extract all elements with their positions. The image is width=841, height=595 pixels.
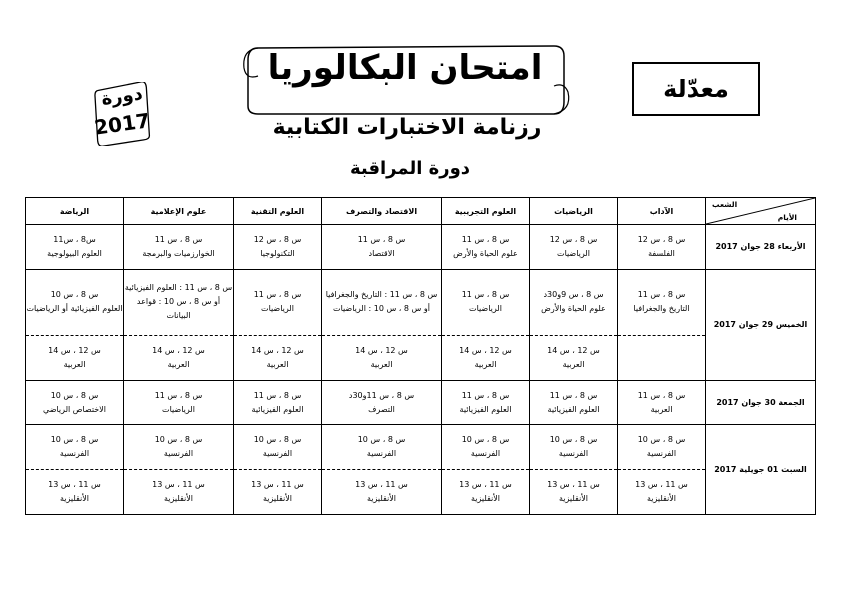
exam-cell bbox=[618, 225, 706, 270]
exam-cell bbox=[124, 380, 234, 425]
exam-cell bbox=[530, 425, 618, 470]
exam-subject: الفرنسية bbox=[558, 449, 589, 459]
exam-time: س 8 ، س 9و30د bbox=[543, 290, 604, 300]
edition-year: 2017 bbox=[92, 108, 152, 140]
exam-time: س 8 ، س 11 : التاريخ والجغرافيا bbox=[325, 290, 438, 300]
exam-time: س 8 ، س 11 bbox=[253, 290, 302, 300]
exam-cell bbox=[618, 470, 706, 515]
exam-schedule-table bbox=[25, 197, 816, 515]
exam-subject: الرياضيات bbox=[557, 248, 590, 258]
exam-time: س 8 ، س 11 bbox=[357, 234, 406, 244]
exam-cell bbox=[234, 336, 322, 381]
branch-header: العلوم التجريبية bbox=[442, 198, 530, 225]
exam-subject: الرياضيات bbox=[261, 304, 294, 314]
exam-time: س 8 ، س 11 bbox=[154, 390, 203, 400]
exam-subject: الأنقليزية bbox=[470, 494, 501, 504]
exam-time: س 8 ، س 11 bbox=[549, 390, 598, 400]
exam-cell bbox=[26, 336, 124, 381]
exam-subject: الأنقليزية bbox=[163, 494, 194, 504]
exam-time: س 8 ، س 11 bbox=[637, 290, 686, 300]
exam-time: س 8 ، س 11 bbox=[154, 234, 203, 244]
exam-cell bbox=[26, 380, 124, 425]
exam-subject: علوم الحياة والأرض bbox=[541, 304, 606, 314]
exam-cell bbox=[530, 470, 618, 515]
exam-time: س 8 ، س 10 bbox=[154, 435, 203, 445]
corner-branches-label: الشعب bbox=[712, 200, 738, 209]
exam-cell bbox=[234, 380, 322, 425]
exam-cell bbox=[530, 269, 618, 335]
exam-cell bbox=[322, 225, 442, 270]
exam-cell bbox=[442, 380, 530, 425]
exam-time: س8 ، س11 bbox=[53, 234, 96, 244]
exam-cell bbox=[618, 269, 706, 335]
exam-cell bbox=[234, 269, 322, 335]
exam-cell bbox=[124, 269, 234, 335]
exam-subject: الرياضيات bbox=[469, 304, 502, 314]
corner-header bbox=[706, 198, 816, 225]
exam-time: س 11 ، س 13 bbox=[152, 480, 205, 490]
branch-header: الرياضيات bbox=[530, 198, 618, 225]
exam-time: س 8 ، س 10 bbox=[637, 435, 686, 445]
exam-cell bbox=[124, 470, 234, 515]
branch-header: الرياضة bbox=[26, 198, 124, 225]
exam-cell bbox=[530, 380, 618, 425]
exam-time: س 12 ، س 14 bbox=[547, 345, 600, 355]
exam-subject: أو س 8 ، س 10 : قواعد البيانات bbox=[136, 297, 221, 321]
exam-subject: العربية bbox=[63, 359, 86, 369]
exam-subject: العربية bbox=[370, 359, 393, 369]
exam-cell bbox=[124, 425, 234, 470]
exam-subject: العلوم الفيزيائية bbox=[547, 404, 600, 414]
exam-time: س 8 ، س 11 : العلوم الفيزيائية bbox=[124, 283, 233, 293]
exam-cell bbox=[322, 336, 442, 381]
exam-time: س 8 ، س 10 bbox=[357, 435, 406, 445]
exam-time: س 8 ، س 10 bbox=[461, 435, 510, 445]
exam-time: س 11 ، س 13 bbox=[547, 480, 600, 490]
exam-subject: الأنقليزية bbox=[366, 494, 397, 504]
exam-subject: التاريخ والجغرافيا bbox=[633, 304, 690, 314]
exam-cell bbox=[234, 470, 322, 515]
day-cell: السبت 01 جويلية 2017 bbox=[706, 425, 816, 515]
exam-subject: الفرنسية bbox=[646, 449, 677, 459]
exam-cell bbox=[442, 336, 530, 381]
exam-time: س 11 ، س 13 bbox=[251, 480, 304, 490]
exam-cell bbox=[618, 425, 706, 470]
exam-cell bbox=[26, 269, 124, 335]
exam-subject: الأنقليزية bbox=[558, 494, 589, 504]
day-cell: الأربعاء 28 جوان 2017 bbox=[706, 225, 816, 270]
exam-cell bbox=[442, 425, 530, 470]
exam-time: س 12 ، س 14 bbox=[48, 345, 101, 355]
exam-time: س 8 ، س 11 bbox=[461, 390, 510, 400]
corner-days-label: الأيام bbox=[777, 213, 797, 222]
exam-title: امتحان البكالوريا bbox=[267, 48, 543, 88]
exam-subject: الأنقليزية bbox=[262, 494, 293, 504]
exam-subject: العلوم الفيزيائية bbox=[459, 404, 512, 414]
exam-cell bbox=[234, 425, 322, 470]
exam-subject: العربية bbox=[266, 359, 289, 369]
exam-cell bbox=[26, 225, 124, 270]
exam-time: س 11 ، س 13 bbox=[48, 480, 101, 490]
schedule-row bbox=[26, 225, 816, 270]
exam-subject: الاقتصاد bbox=[368, 248, 395, 258]
exam-subject: الفرنسية bbox=[470, 449, 501, 459]
exam-time: س 8 ، س 10 bbox=[253, 435, 302, 445]
branch-header: الاقتصاد والتصرف bbox=[322, 198, 442, 225]
exam-time: س 8 ، س 11 bbox=[461, 234, 510, 244]
exam-subject: أو س 8 ، س 10 : الرياضيات bbox=[333, 304, 430, 314]
exam-subject: العربية bbox=[167, 359, 190, 369]
exam-time: س 8 ، س 12 bbox=[637, 234, 686, 244]
exam-subject: العربية bbox=[650, 404, 673, 414]
exam-time: س 8 ، س 11 bbox=[637, 390, 686, 400]
exam-cell bbox=[530, 225, 618, 270]
exam-time: س 8 ، س 11 bbox=[461, 290, 510, 300]
modified-badge: معدّلة bbox=[632, 62, 760, 116]
branch-header: الآداب bbox=[618, 198, 706, 225]
exam-time: س 8 ، س 11و30د bbox=[348, 390, 415, 400]
exam-subject: الفرنسية bbox=[163, 449, 194, 459]
exam-cell bbox=[234, 225, 322, 270]
exam-subject: الفرنسية bbox=[262, 449, 293, 459]
exam-subject: العلوم الفيزيائية bbox=[251, 404, 304, 414]
exam-cell bbox=[322, 425, 442, 470]
day-cell: الجمعة 30 جوان 2017 bbox=[706, 380, 816, 425]
exam-cell bbox=[26, 470, 124, 515]
exam-subject: الفرنسية bbox=[366, 449, 397, 459]
exam-cell bbox=[530, 336, 618, 381]
exam-cell bbox=[618, 380, 706, 425]
exam-cell bbox=[442, 470, 530, 515]
exam-time: س 8 ، س 12 bbox=[549, 234, 598, 244]
exam-subject: العربية bbox=[474, 359, 497, 369]
schedule-subtitle: رزنامة الاختبارات الكتابية bbox=[272, 115, 542, 140]
exam-time: س 11 ، س 13 bbox=[459, 480, 512, 490]
exam-time: س 12 ، س 14 bbox=[355, 345, 408, 355]
exam-cell bbox=[124, 225, 234, 270]
exam-time: س 11 ، س 13 bbox=[635, 480, 688, 490]
exam-subject: العلوم البيولوجية bbox=[47, 248, 102, 258]
exam-time: س 8 ، س 10 bbox=[50, 435, 99, 445]
exam-subject: علوم الحياة والأرض bbox=[453, 248, 518, 258]
exam-cell bbox=[322, 380, 442, 425]
exam-cell bbox=[26, 425, 124, 470]
exam-time: س 8 ، س 12 bbox=[253, 234, 302, 244]
exam-time: س 8 ، س 10 bbox=[50, 290, 99, 300]
exam-time: س 12 ، س 14 bbox=[459, 345, 512, 355]
schedule-row bbox=[26, 425, 816, 470]
schedule-row bbox=[26, 269, 816, 335]
branch-header: علوم الإعلامية bbox=[124, 198, 234, 225]
exam-time: س 8 ، س 11 bbox=[253, 390, 302, 400]
exam-cell bbox=[618, 336, 706, 381]
session-name: دورة المراقبة bbox=[349, 158, 471, 179]
exam-subject: العربية bbox=[562, 359, 585, 369]
exam-subject: الأنقليزية bbox=[646, 494, 677, 504]
exam-time: س 12 ، س 14 bbox=[251, 345, 304, 355]
exam-subject: التكنولوجيا bbox=[260, 248, 295, 258]
exam-cell bbox=[322, 470, 442, 515]
exam-subject: الرياضيات bbox=[162, 404, 195, 414]
exam-subject: التصرف bbox=[368, 404, 395, 414]
day-cell: الخميس 29 جوان 2017 bbox=[706, 269, 816, 380]
exam-subject: الفلسفة bbox=[648, 248, 675, 258]
exam-time: س 8 ، س 10 bbox=[549, 435, 598, 445]
exam-time: س 8 ، س 10 bbox=[50, 390, 99, 400]
exam-time: س 11 ، س 13 bbox=[355, 480, 408, 490]
exam-subject: الاختصاص الرياضي bbox=[43, 404, 106, 414]
exam-subject: الفرنسية bbox=[59, 449, 90, 459]
exam-subject: الخوارزميات والبرمجة bbox=[142, 248, 215, 258]
branch-header: العلوم التقنية bbox=[234, 198, 322, 225]
exam-subject: العلوم الفيزيائية أو الرياضيات bbox=[26, 304, 123, 314]
edition-label: دورة bbox=[100, 83, 144, 110]
exam-cell bbox=[442, 225, 530, 270]
exam-time: س 12 ، س 14 bbox=[152, 345, 205, 355]
schedule-row bbox=[26, 470, 816, 515]
schedule-row bbox=[26, 380, 816, 425]
exam-cell bbox=[322, 269, 442, 335]
exam-cell bbox=[124, 336, 234, 381]
exam-cell bbox=[442, 269, 530, 335]
exam-subject: الأنقليزية bbox=[59, 494, 90, 504]
schedule-row bbox=[26, 336, 816, 381]
